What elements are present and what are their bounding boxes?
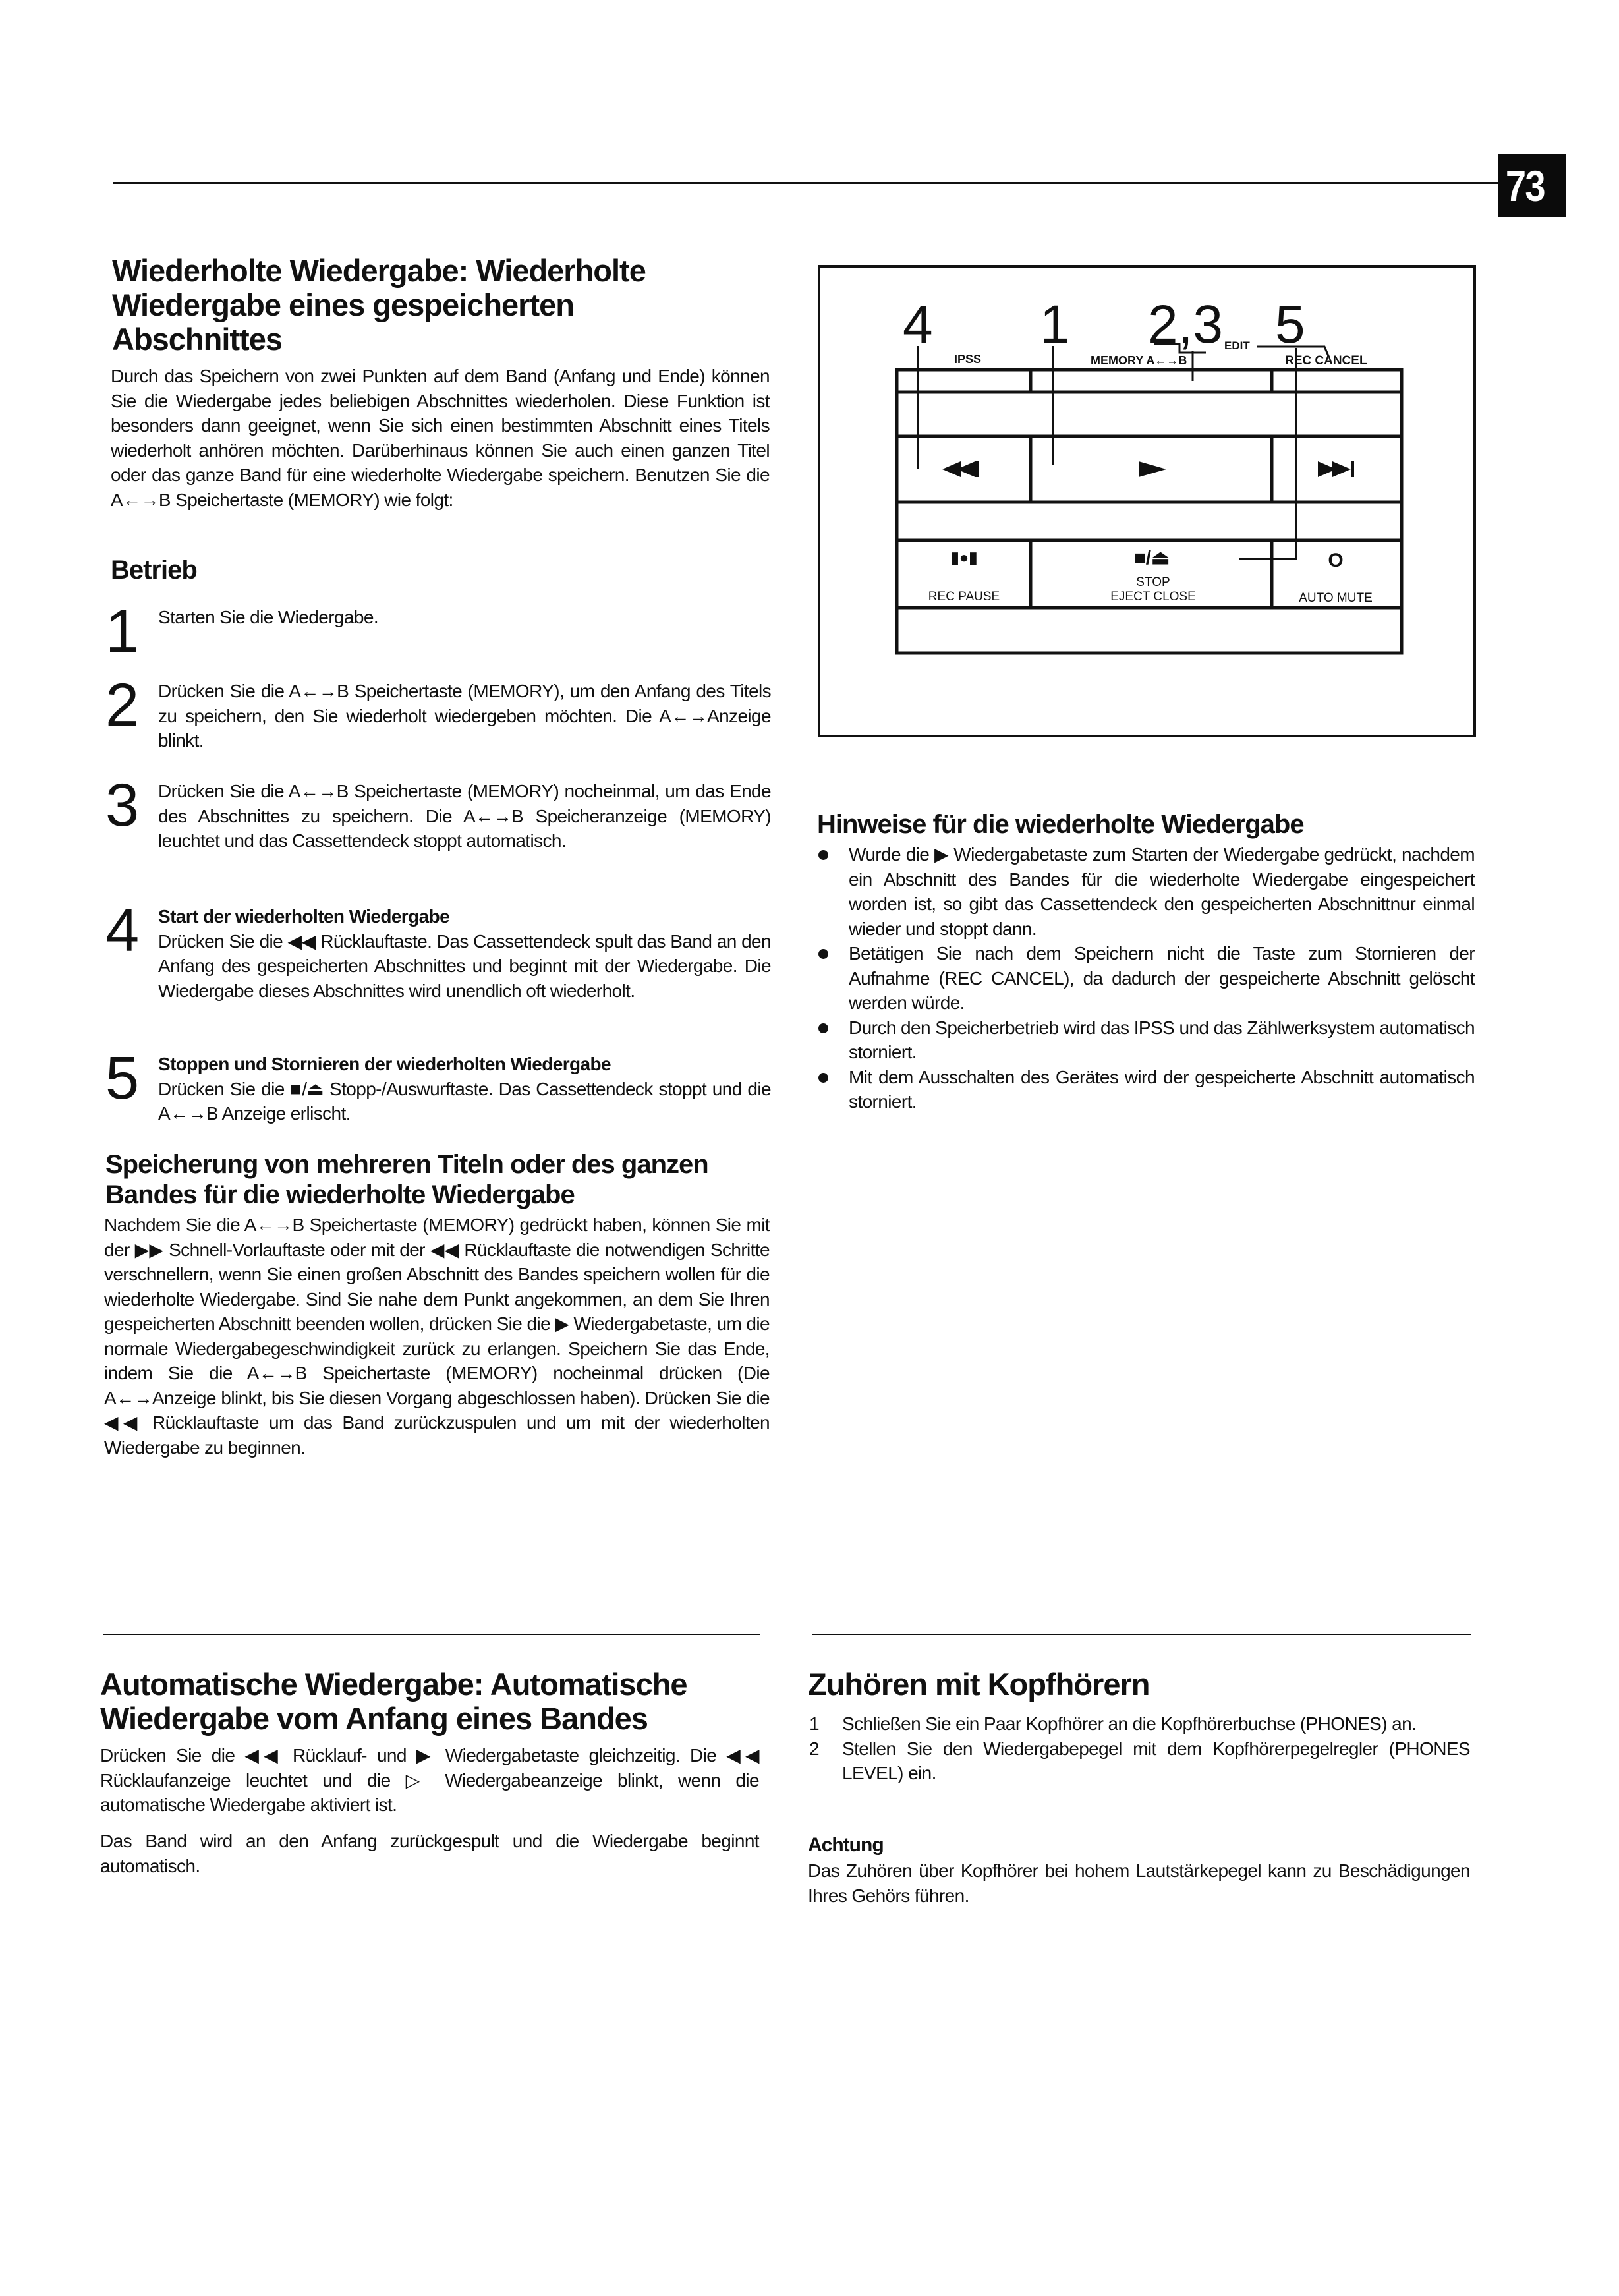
auto-play-paragraph-1: Drücken Sie die ◀◀ Rücklauf- und ▶ Wiedergabetaste gleichzeitig. Die ◀◀ Rücklaufanzeige leuchtet und die ▷ Wiedergabeanzeige blinkt, wenn die automatische Wiedergabe aktiviert ist.: [100, 1745, 759, 1815]
callout-1: 1: [1040, 295, 1070, 355]
label-eject-close: EJECT CLOSE: [1110, 590, 1196, 604]
list-item: [808, 1736, 1470, 1786]
step-text: Schließen Sie ein Paar Kopfhörer an die Kopfhörerbuchse (PHONES) an.: [842, 1713, 1417, 1734]
auto-mute-icon: O: [1328, 550, 1344, 571]
callout-2-3: 2,3: [1148, 295, 1223, 355]
intro-paragraph: Durch das Speichern von zwei Punkten auf dem Band (Anfang und Ende) können Sie die Wiedergabe jedes beliebigen Abschnittes wiederholen. Diese Funktion ist besonders dann geeignet, wenn Sie sich einen bestimmten Abschnitt eines Titels wiederholt anhören möchten. Darüberhinaus können Sie auch einen ganzen Titel oder das ganze Band für eine wiederholte Wiedergabe speichern. Benutzen Sie die A←→B Speichertaste (MEMORY) wie folgt:: [111, 366, 770, 510]
play-icon: [1139, 461, 1166, 477]
label-memory: MEMORY A←→B: [1091, 354, 1187, 367]
rewind-icon: [942, 461, 979, 477]
note-text: Durch den Speicherbetrieb wird das IPSS und das Zählwerksystem automatisch storniert.: [849, 1017, 1475, 1062]
step-number: 4: [105, 897, 140, 964]
step-text: Drücken Sie die ◀◀ Rücklauftaste. Das Cassettendeck spult das Band an den Anfang des gespeicherten Abschnittes und beginnt mit der Wiedergabe. Die Wiedergabe dieses Abschnittes wird unendlich oft wiederholt.: [158, 931, 771, 1001]
fast-forward-icon: [1318, 461, 1354, 477]
rec-pause-icon: ▮●▮: [950, 549, 978, 567]
step-text: Drücken Sie die A←→B Speichertaste (MEMORY) nocheinmal, um das Ende des Abschnittes zu speichern. Die A←→B Speicheranzeige (MEMORY) leuchtet und das Cassettendeck stoppt automatisch.: [158, 781, 771, 851]
step-5: [105, 1045, 771, 1126]
label-stop: STOP: [1136, 575, 1170, 589]
step-number: 5: [105, 1045, 140, 1112]
bullet-icon: [818, 949, 828, 959]
note-text: Betätigen Sie nach dem Speichern nicht die Taste zum Stornieren der Aufnahme (REC CANCEL), da dadurch der gespeicherte Abschnitt gelöscht werden würde.: [849, 943, 1475, 1013]
step-4: [105, 897, 771, 1003]
label-rec-pause: REC PAUSE: [928, 590, 1000, 604]
step-text: Drücken Sie die A←→B Speichertaste (MEMORY), um den Anfang des Titels zu speichern, den Sie wiederholt wiedergeben möchten. Die A←→Anzeige blinkt.: [158, 681, 771, 751]
caution-title: Achtung: [808, 1834, 884, 1856]
callout-5: 5: [1275, 295, 1305, 355]
section-title-repeat-playback: Wiederholte Wiedergabe: Wiederholte Wiedergabe eines gespeicherten Abschnittes: [112, 253, 646, 357]
step-text: Drücken Sie die ■/⏏ Stopp-/Auswurftaste. Das Cassettendeck stoppt und die A←→B Anzeige erlischt.: [158, 1078, 771, 1124]
bullet-icon: [818, 850, 828, 860]
list-item: [808, 1711, 1470, 1736]
control-panel: [897, 370, 1402, 653]
bullet-icon: [818, 1023, 828, 1033]
multi-track-paragraph: Nachdem Sie die A←→B Speichertaste (MEMORY) gedrückt haben, können Sie mit der ▶▶ Schnell-Vorlauftaste oder mit der ◀◀ Rücklauftaste die notwendigen Schritte verschnellern, wenn Sie einen großen Abschnitt des Bandes speichern wollen für die wiederholte Wiedergabe. Sind Sie nahe dem Punkt angekommen, an dem Sie Ihren gespeicherten Abschnitt beenden wollen, drücken Sie die ▶ Wiedergabetaste, um die normale Wiedergabegeschwindigkeit zurück zu erlangen. Speichern Sie das Ende, indem Sie die A←→B Speichertaste (MEMORY) nocheinmal drücken (Die A←→Anzeige blinkt, bis Sie diesen Vorgang abgeschlossen haben). Drücken Sie die ◀◀ Rücklauftaste um das Band zurückzuspulen und um mit der wiederholten Wiedergabe zu beginnen.: [104, 1215, 770, 1458]
list-item: [816, 842, 1475, 941]
label-rec-cancel: REC CANCEL: [1285, 354, 1367, 368]
step-number: 1: [809, 1713, 819, 1734]
list-item: [816, 941, 1475, 1016]
step-title: Stoppen und Stornieren der wiederholten Wiedergabe: [158, 1054, 611, 1074]
headphones-title: Zuhören mit Kopfhörern: [808, 1667, 1150, 1702]
operation-heading: Betrieb: [111, 556, 197, 585]
page-number: 73: [1498, 154, 1566, 217]
notes-title: Hinweise für die wiederholte Wiedergabe: [817, 810, 1304, 839]
note-text: Wurde die ▶ Wiedergabetaste zum Starten der Wiedergabe gedrückt, nachdem ein Abschnitt des Bandes für die wiederholte Wiedergabe eingespeichert worden ist, so gibt das Cassettendeck den gespeicherten Abschnittnur einmal wieder und stoppt dann.: [849, 844, 1475, 939]
step-number: 1: [105, 598, 140, 665]
headphones-steps: [808, 1711, 1470, 1786]
label-ipss: IPSS: [954, 353, 982, 366]
section-rule-left: [103, 1634, 760, 1635]
callout-leaders: [918, 344, 1328, 559]
callout-4: 4: [903, 295, 933, 355]
bullet-icon: [818, 1073, 828, 1083]
label-edit: EDIT: [1224, 339, 1250, 352]
step-number: 2: [809, 1738, 819, 1759]
cassette-deck-diagram: [0, 0, 1619, 791]
stop-eject-icon: ■/⏏: [1133, 547, 1170, 569]
auto-play-title: Automatische Wiedergabe: Automatische Wiedergabe vom Anfang eines Bandes: [100, 1667, 687, 1736]
step-number: 3: [105, 772, 140, 839]
note-text: Mit dem Ausschalten des Gerätes wird der gespeicherte Abschnitt automatisch storniert.: [849, 1066, 1475, 1112]
notes-list: [816, 842, 1475, 1114]
step-text: Stellen Sie den Wiedergabepegel mit dem Kopfhörerpegelregler (PHONES LEVEL) ein.: [842, 1738, 1470, 1783]
label-auto-mute: AUTO MUTE: [1299, 591, 1373, 605]
section-rule-right: [812, 1634, 1471, 1635]
list-item: [816, 1016, 1475, 1065]
step-number: 2: [105, 672, 140, 739]
auto-play-paragraph-2: Das Band wird an den Anfang zurückgespult und die Wiedergabe beginnt automatisch.: [100, 1831, 759, 1876]
step-title: Start der wiederholten Wiedergabe: [158, 906, 450, 927]
step-text: Starten Sie die Wiedergabe.: [158, 607, 379, 627]
caution-text: Das Zuhören über Kopfhörer bei hohem Lautstärkepegel kann zu Beschädigungen Ihres Gehörs führen.: [808, 1860, 1470, 1906]
list-item: [816, 1065, 1475, 1114]
section-title-multi-track: Speicherung von mehreren Titeln oder des ganzen Bandes für die wiederholte Wiedergabe: [105, 1150, 708, 1209]
